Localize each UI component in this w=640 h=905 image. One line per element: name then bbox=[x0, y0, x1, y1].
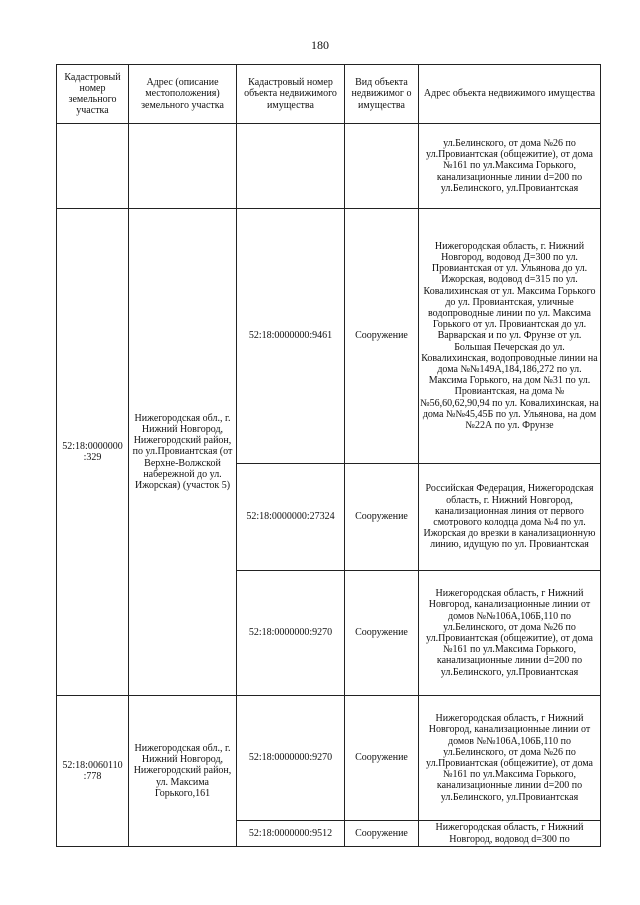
cell-cadastral: 52:18:0000000:27324 bbox=[237, 464, 345, 571]
table-row bbox=[57, 209, 601, 464]
table-row bbox=[57, 124, 601, 209]
table-row bbox=[57, 696, 601, 821]
cell-land-address: Нижегородская обл., г. Нижний Новгород, Нижегородский район, по ул.Провиантская (от Верхне-Волжской набережной до ул. Ижорская) (участок 5) bbox=[129, 209, 237, 696]
cell-object-address: ул.Белинского, от дома №26 по ул.Провиантская (общежитие), от дома №161 по ул.Максима Горького, канализационные линии d=200 по ул.Белинского, ул.Провиантская bbox=[419, 124, 601, 209]
registry-table bbox=[56, 64, 601, 847]
cell-land-cadastral: 52:18:0060110 :778 bbox=[57, 696, 129, 847]
cell-object-type: Сооружение bbox=[345, 571, 419, 696]
header-object-type: Вид объекта недвижимог о имущества bbox=[345, 65, 419, 124]
cell-land-cadastral: 52:18:0000000 :329 bbox=[57, 209, 129, 696]
header-land-address: Адрес (описание местоположения) земельного участка bbox=[129, 65, 237, 124]
cell-object-type: Сооружение bbox=[345, 696, 419, 821]
cell-object-address: Нижегородская область, г Нижний Новгород, канализационные линии от домов №№106А,106Б,110 по ул.Белинского, от дома №26 по ул.Провиантская (общежитие), от дома №161 по ул.Максима Горького, канализационные линии d=200 по ул.Белинского, ул.Провиантская bbox=[419, 571, 601, 696]
cell-cadastral: 52:18:0000000:9512 bbox=[237, 821, 345, 847]
cell-cadastral: 52:18:0000000:9270 bbox=[237, 571, 345, 696]
cell-cadastral: 52:18:0000000:9270 bbox=[237, 696, 345, 821]
cell-land-address: Нижегородская обл., г. Нижний Новгород, Нижегородский район, ул. Максима Горького,161 bbox=[129, 696, 237, 847]
cell-object-type: Сооружение bbox=[345, 209, 419, 464]
cell-object-address: Нижегородская область, г Нижний Новгород, канализационные линии от домов №№106А,106Б,110 по ул.Белинского, от дома №26 по ул.Провиантская (общежитие), от дома №161 по ул.Максима Горького, канализационные линии d=200 по ул.Белинского, ул.Провиантская bbox=[419, 696, 601, 821]
header-cadastral-object: Кадастровый номер объекта недвижимого имущества bbox=[237, 65, 345, 124]
header-cadastral-land: Кадастровый номер земельного участка bbox=[57, 65, 129, 124]
cell-object-address: Российская Федерация, Нижегородская область, г. Нижний Новгород, канализационная линия от первого смотрового колодца дома №4 по ул. Ижорская до врезки в канализационную линию, идущую по ул. Провиантская bbox=[419, 464, 601, 571]
cell-object-address: Нижегородская область, г Нижний Новгород, водовод d=300 по bbox=[419, 821, 601, 847]
cell-object-type bbox=[345, 124, 419, 209]
cell-land-address bbox=[129, 124, 237, 209]
cell-object-type: Сооружение bbox=[345, 821, 419, 847]
cell-cadastral bbox=[237, 124, 345, 209]
cell-object-type: Сооружение bbox=[345, 464, 419, 571]
page-number: 180 bbox=[311, 38, 329, 52]
header-row bbox=[57, 65, 601, 124]
cell-object-address: Нижегородская область, г. Нижний Новгород, водовод Д=300 по ул. Провиантская от ул. Ульянова до ул. Ижорская, водовод d=315 по ул. Ковалихинская от ул. Максима Горького до ул. Провиантская, уличные водопроводные линии по ул. Максима Горького от ул. Провиантская до ул. Варварская и по ул. Фрунзе от ул. Большая Печерская до ул. Ковалихинская, водопроводные линии на дома №№149А,184,186,272 по ул. Максима Горького, на дом №31 по ул. Провиантская, на дома №№56,60,62,90,94 по ул. Ковалихинская, на дома №№45,45Б по ул. Ульянова, на дом №22А по ул. Фрунзе bbox=[419, 209, 601, 464]
header-object-address: Адрес объекта недвижимого имущества bbox=[419, 65, 601, 124]
cell-cadastral: 52:18:0000000:9461 bbox=[237, 209, 345, 464]
cell-land-cadastral bbox=[57, 124, 129, 209]
